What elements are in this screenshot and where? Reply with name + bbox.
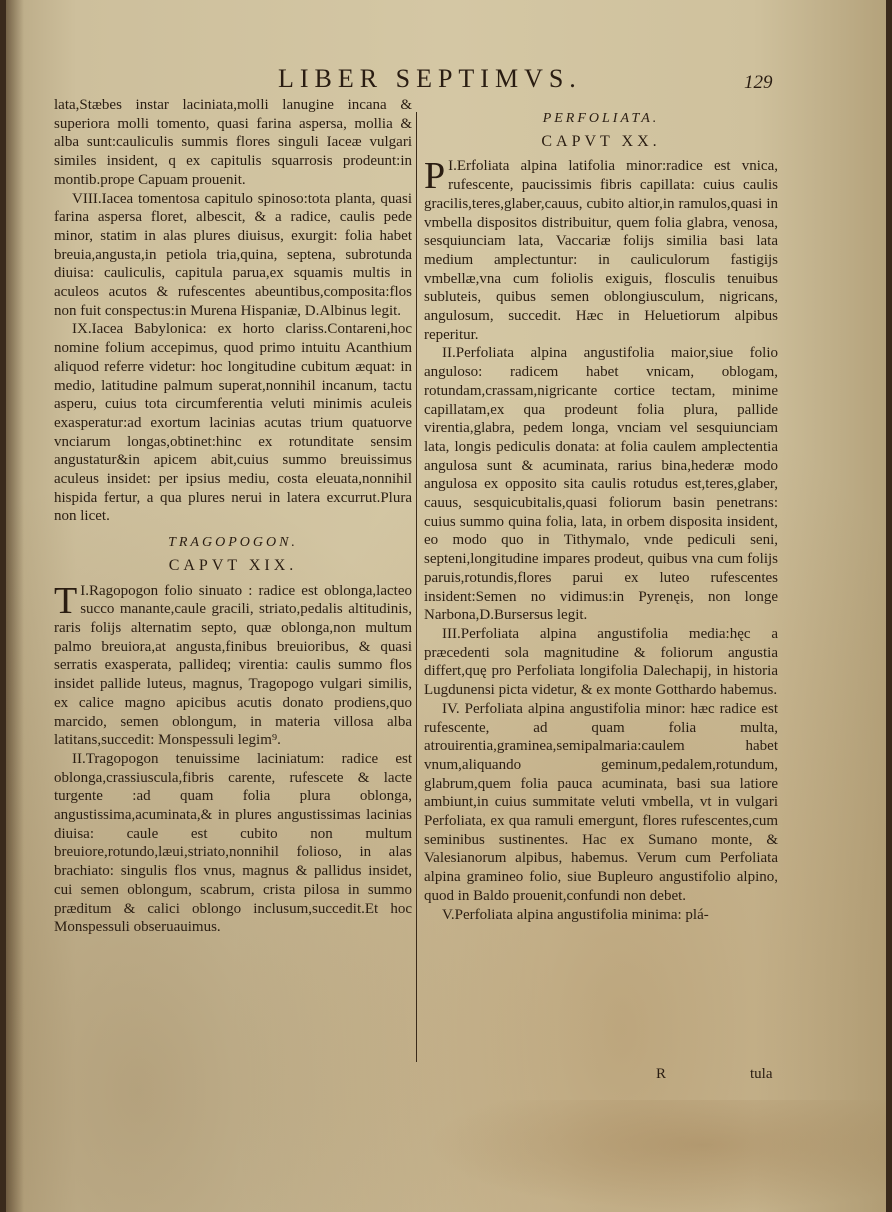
paragraph-iacea-ix: IX.Iacea Babylonica: ex horto clariss.Contareni,hoc nomine folium accepimus, quod primo intuitu Acanthium aliquod referre videtur: hoc longitudine cubitum æquat: in medio, latitudine palmum superat,nonnihil incanum, tactu asperu, cuius tota circumferentia veluti minimis aculeis exasperatur:ad exortum lacinias acutas trium quatuorve vnciarum longas,obtinet:hinc ex rotunditate sensim angustatur&in apicem abit,cuius summo breuissimus aculeus insidet: per ipsius mediu, costa eleuata,nonnihil hispida fertur, a qua plures nerui in latera excurrut.Plura non licet. [54,321,412,525]
paragraph-iacea-continued: lata,Stæbes instar laciniata,molli lanugine incana & superiora molli tomento, quasi farina aspersa, mollia & alba sunt:cauliculis summis flores singuli Iaceæ vulgari similes insident, q ex capitulis squarrosis prodeunt:in montib.prope Capuam prouenit. [54,97,412,188]
page-spine-shadow [6,0,24,1212]
book-page [6,0,886,1212]
paragraph-perfoliata-ii: II.Perfoliata alpina angustifolia maior,siue folio anguloso: radicem habet vnicam, oblogam, rotundam,crassam,nigricante cortice tectam, minime capillatam,ex qua prodeunt folia plura, pallide virentia,glabra, pedem longa, vnciam vel sesquiunciam lata, longis pediculis donata: at folia caulem amplectentia angulosa sunt & acuminata, rarius bina,hederæ modo angulosa ex opposito sita caulis rotudus est,teres,glaber, cauus, sesquicubitalis,quasi foliorum basin penetrans: cuius summo quina folia, lata, in orbem disposita insident, eo modo quo in Tithymalo, vnde pediculi seni, septeni,longitudine impares prodeut, quibus vna cum folijs paruis,rotundis,flores parui ex luteo rufescentes insident:Semen no vidimus:in Pyrenęis, non longe Narbona,D.Bursersus legit. [424,345,778,624]
section-title-tragopogon: TRAGOPOGON. [168,535,298,551]
left-column [54,96,412,937]
signature-mark: R [656,1066,667,1082]
drop-cap: P [424,155,446,198]
water-stain [426,1100,886,1212]
chapter-title-xx: CAPVT XX. [541,132,661,150]
chapter-title-xix: CAPVT XIX. [168,556,298,574]
paragraph-perfoliata-iv: IV. Perfoliata alpina angustifolia minor: hæc radice est rufescente, ad quam folia multa, atrouirentia,graminea,semipalmaria:caulem habet vnum,aliquando geminum,pedalem,rotundum, glabrum,quem folia pauca acuminata, basi sua latiore ambiunt,in cuius summitate veluti vmbella, vt in vulgari Perfoliata, ex qua ramuli emergunt, flores rufescentes,cum seminibus sustinentes. Hac ex Sumano monte, & Valesianorum alpibus, habemus. Verum cum Perfoliata alpina gramineo folio, siue Bupleuro angustifolio alpino, quod in Baldo prouenit,confundi non debet. [424,700,778,904]
catchword: tula [750,1066,773,1082]
paragraph-perfoliata-i-wrap [424,157,778,344]
page-number: 129 [744,72,773,93]
paragraph-tragopogon-ii: II.Tragopogon tenuissime laciniatum: radice est oblonga,crassiuscula,fibris carente, rufescete & lacte turgente :ad quam folia plura oblonga, angustissima,acuminata,& in plures angustissimas lacinias diuisa: caule est cubito non multum breuiore,rotundo,læui,striato,nonnihil folioso, in alas brachiato: singulis flos vnus, magnus & pallidus insidet, cui semen oblongum, scabrum, crista pilosa in summo præditum & calici oblongo inclusum,succedit.Et hoc Monspessuli obseruauimus. [54,750,412,936]
column-divider [416,112,417,1062]
paragraph-perfoliata-v: V.Perfoliata alpina angustifolia minima: plá- [442,906,709,923]
paragraph-tragopogon-i-wrap [54,579,412,750]
paragraph-iacea-viii: VIII.Iacea tomentosa capitulo spinoso:tota planta, quasi farina aspersa floret, albescit, & a radice, caulis pede minor, statim in alas plures diuisus, exurgit: folia habet breuia,angusta,in petiola tria,quina, septena, subrotunda diuisa: cauliculis, capitula parua,ex squamis multis in aculeos acutos & rufescentes abeuntibus,composita:flos non fuit conspectus:in Murena Hispaniæ, D.Albinus legit. [54,190,412,319]
paragraph-perfoliata-iii: III.Perfoliata alpina angustifolia media:hęc a præcedenti sola magnitudine & foliorum angustia differt,quę pro Perfoliata longifolia Dalechapij, in historia Lugdunensi picta videtur, & ex monte Gotthardo habemus. [424,625,778,699]
paragraph-tragopogon-i: I.Ragopogon folio sinuato : radice est oblonga,lacteo succo manante,caule gracili, striato,pedalis altitudinis, raris folijs alternatim septo, quæ oblonga,non multum palmo breuiora,at angusta,finibus breuioribus, & quasi serratis exasperata, pallideq; virentia: caulis summo flos insidet pallide luteus, magnus, Tragopogo vulgari similis, ex calice magno apicibus acutis donato prodiens,quo marcido, semen oblongum, in materia villosa alba latitans,succedit: Monspessuli legim⁹. [54,582,412,749]
running-title: LIBER SEPTIMVS. [278,64,582,93]
section-title-perfoliata: PERFOLIATA. [542,111,660,126]
paragraph-perfoliata-i: I.Erfoliata alpina latifolia minor:radice est vnica, rufescente, paucissimis fibris capillata: cuius caulis gracilis,teres,glaber,cauus, cubito altior,in ramulos,quasi in vmbella dispositos distribuitur, quem folia glabra, venosa, sesquiunciam lata, Vaccariæ folijs similia basi lata medium amplectuntur: in cauliculorum fastigijs vmbellæ,vna cum foliolis exiguis, flosculis tenuibus subluteis, quibus semen oblongiusculum, nigricans, angulosum, succedit. Hæc in Heluetiorum alpibus reperitur. [424,158,778,343]
right-column [424,102,778,924]
page-footer [6,1066,886,1096]
drop-cap: T [54,579,78,622]
